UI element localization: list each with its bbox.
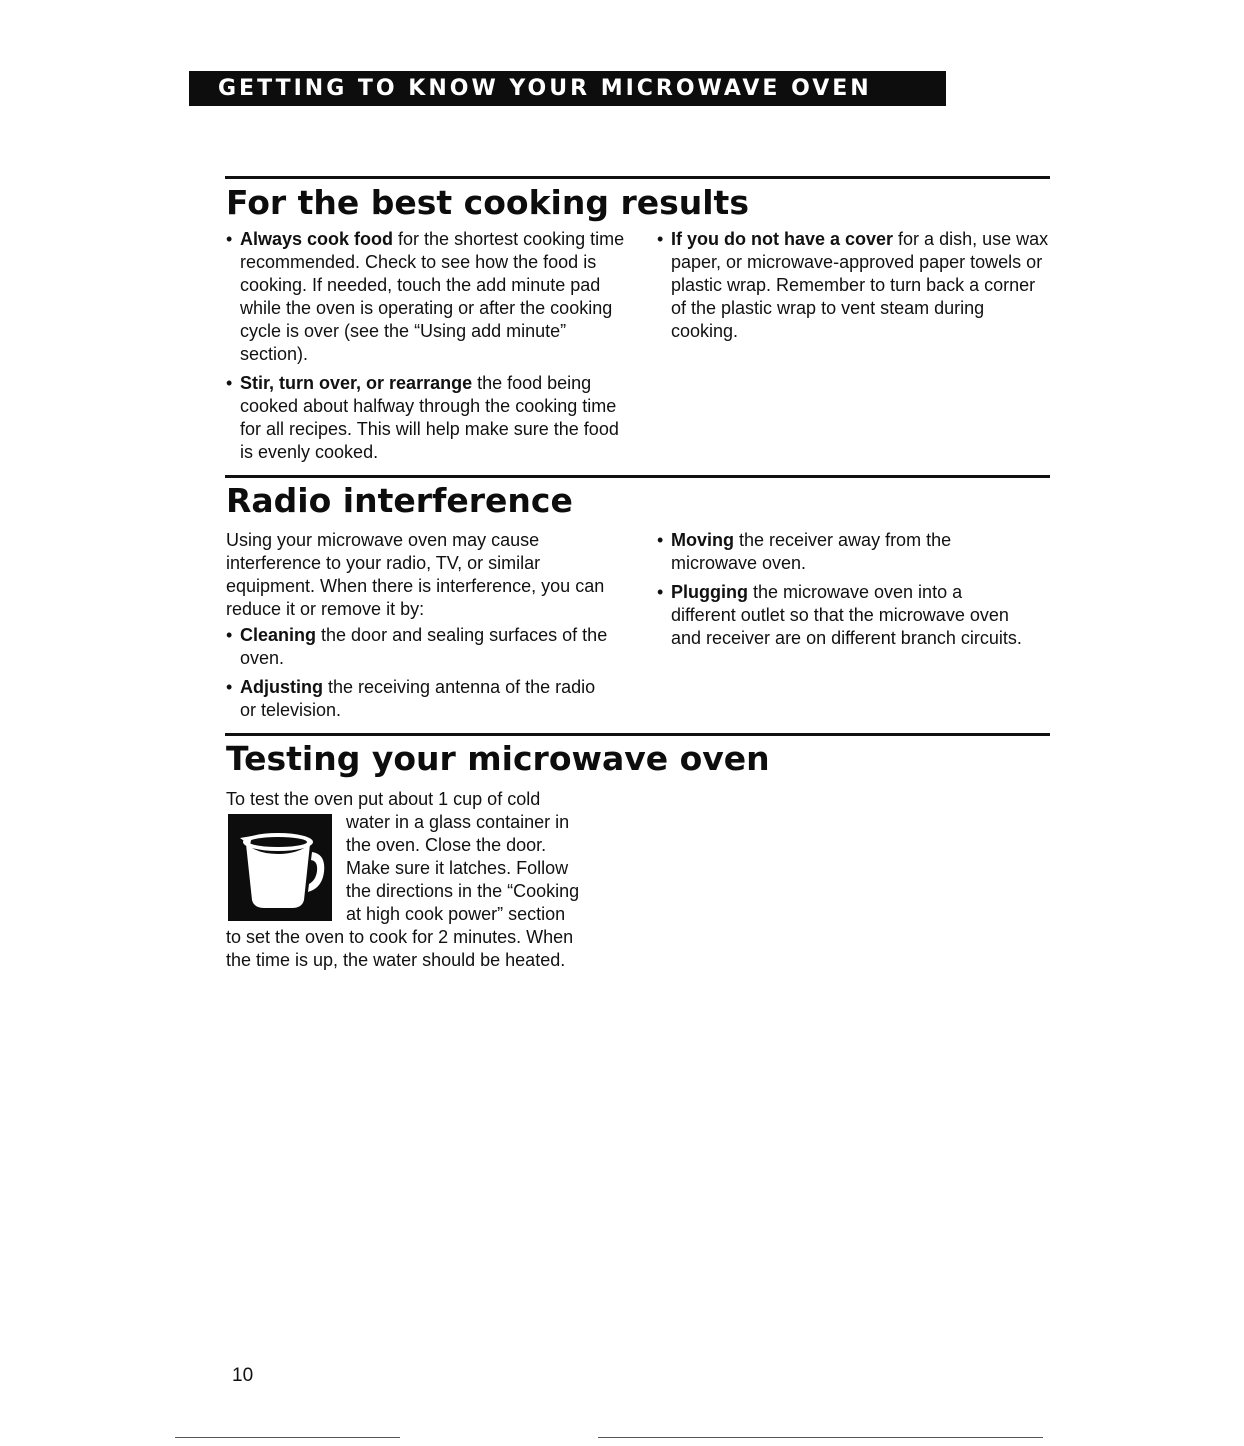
text-line: the oven. Close the door. [346,835,547,855]
text-line: the time is up, the water should be heated. [226,950,566,970]
bullet-dot: • [657,229,664,249]
testing-wrap-text [346,811,646,926]
bullet-dot: • [226,373,233,393]
section-banner: GETTING TO KNOW YOUR MICROWAVE OVEN [189,71,946,106]
bottom-rule-left [175,1437,400,1438]
bullet-lead: Adjusting [240,677,323,697]
bullet-text: the door and sealing surfaces of the oven. [240,625,608,668]
list-item [657,228,1052,343]
bullet-lead: Cleaning [240,625,317,645]
measuring-cup-icon [228,814,332,921]
list-item [226,624,616,670]
page-number: 10 [232,1365,254,1386]
bullet-text: the receiver away from the microwave oven. [671,530,952,573]
radio-intro: Using your microwave oven may cause interference to your radio, TV, or similar equipment. When there is interference, you can reduce it or remove it by: [226,530,605,619]
text-line: the directions in the “Cooking [346,881,580,901]
bullet-dot: • [226,625,233,645]
bullet-text: the receiving antenna of the radio or television. [240,677,596,720]
list-item [657,529,1027,575]
text-line: Make sure it latches. Follow [346,858,569,878]
section-divider [225,475,1050,478]
testing-tail-text [226,926,656,972]
text-line: at high cook power” section [346,904,566,924]
bullet-dot: • [657,582,664,602]
bullet-lead: Moving [671,530,734,550]
bullet-lead: Plugging [671,582,748,602]
list-item [226,228,636,366]
heading-testing-microwave: Testing your microwave oven [226,739,770,778]
bullet-dot: • [657,530,664,550]
bullet-lead: If you do not have a cover [671,229,894,249]
bullet-text: for a dish, use wax paper, or microwave-approved paper towels or plastic wrap. Remember to turn back a corner of the plastic wrap to vent steam during cooking. [671,229,1049,341]
section-divider [225,176,1050,179]
best-results-left-column [226,228,636,470]
bullet-dot: • [226,229,233,249]
list-item [226,676,616,722]
bullet-lead: Stir, turn over, or rearrange [240,373,473,393]
section-divider [225,733,1050,736]
best-results-right-column [657,228,1052,349]
bullet-lead: Always cook food [240,229,394,249]
list-item [657,581,1027,650]
bullet-text: for the shortest cooking time recommended. Check to see how the food is cooking. If needed, touch the add minute pad while the oven is operating or after the cooking cycle is over (see the “Using add minute” section). [240,229,625,364]
radio-left-column [226,529,616,728]
text-line: to set the oven to cook for 2 minutes. When [226,927,574,947]
text-line: water in a glass container in [346,812,570,832]
heading-radio-interference: Radio interference [226,481,573,520]
testing-line-1: To test the oven put about 1 cup of cold [226,789,541,809]
bullet-dot: • [226,677,233,697]
bottom-rule-right [598,1437,1043,1438]
bullet-text: the microwave oven into a different outlet so that the microwave oven and receiver are on different branch circuits. [671,582,1022,648]
bullet-text: the food being cooked about halfway through the cooking time for all recipes. This will help make sure the food is evenly cooked. [240,373,619,462]
list-item [226,372,636,464]
radio-right-column [657,529,1027,656]
heading-best-cooking-results: For the best cooking results [226,183,749,222]
